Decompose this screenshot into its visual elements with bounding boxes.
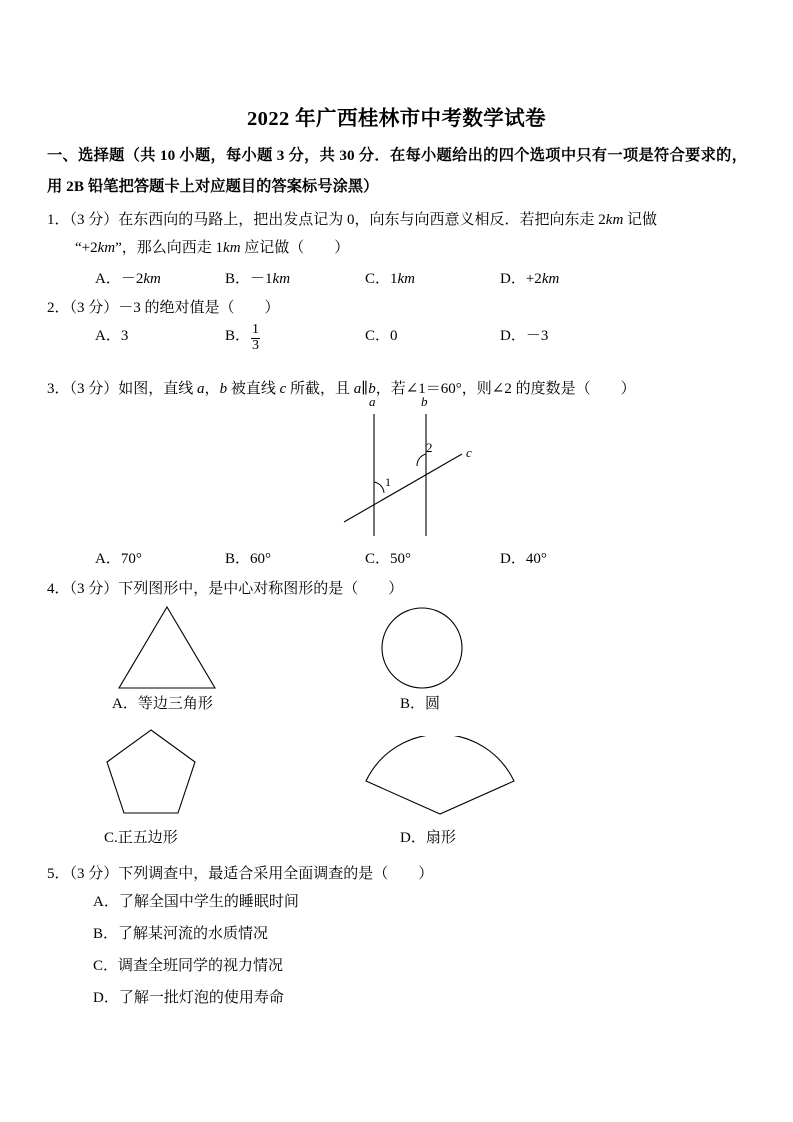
- question-3-option-c[interactable]: [365, 545, 411, 573]
- option-b-value: 了解某河流的水质情况: [118, 926, 269, 942]
- question-5-option-d[interactable]: [93, 984, 284, 1012]
- figure-label-b: b: [421, 394, 428, 409]
- option-c-value: 1: [390, 271, 398, 287]
- figure-label-angle-2: 2: [426, 440, 433, 455]
- question-5-option-b[interactable]: [93, 920, 268, 948]
- question-4-stem: [47, 575, 747, 603]
- option-a-value: 70°: [120, 551, 142, 567]
- question-3-figure: [330, 396, 510, 546]
- option-a-label: A．: [95, 271, 121, 287]
- question-4-stem-text: 下列图形中，是中心对称图形的是（ ）: [118, 581, 404, 597]
- option-c-value: 50°: [390, 551, 412, 567]
- option-a-label: A．: [93, 894, 119, 910]
- question-3-line-a: a: [197, 381, 205, 397]
- option-c-unit: km: [397, 271, 416, 287]
- option-d-label: D．: [93, 990, 119, 1006]
- question-3-line-b: b: [219, 381, 228, 397]
- option-b-value: －1: [250, 271, 273, 287]
- question-3-line-c: c: [279, 381, 287, 397]
- question-5-number: 5．: [47, 866, 70, 882]
- option-c-value: 调查全班同学的视力情况: [118, 958, 284, 974]
- option-b-unit: km: [272, 271, 291, 287]
- shape-option-b-label: B．圆: [400, 696, 441, 712]
- question-2-option-b[interactable]: [225, 322, 261, 352]
- question-2-option-a[interactable]: [95, 322, 128, 350]
- question-2-options: [47, 322, 747, 353]
- question-2-stem: [47, 294, 747, 322]
- line-c-stroke: [344, 454, 462, 522]
- figure-label-angle-1: 1: [385, 475, 391, 489]
- shape-option-a-label: A．等边三角形: [112, 696, 213, 712]
- question-1-stem-line1-tail: 记做: [623, 212, 658, 228]
- option-d-unit: km: [541, 271, 560, 287]
- option-b-label: B．: [225, 551, 251, 567]
- question-1-number: 1．: [47, 212, 70, 228]
- shape-option-c-figure: [100, 726, 202, 818]
- figure-label-c: c: [466, 445, 472, 460]
- question-2-option-d[interactable]: [500, 322, 548, 350]
- question-1-unit-km: km: [605, 212, 624, 228]
- question-5-stem: [47, 860, 747, 888]
- shape-option-b-figure: [376, 602, 472, 694]
- question-5-option-c[interactable]: [93, 952, 283, 980]
- question-3-option-d[interactable]: [500, 545, 547, 573]
- option-c-label: C．: [365, 328, 391, 344]
- option-d-value: +2: [525, 271, 542, 287]
- question-3-marks: （3 分）: [69, 381, 119, 397]
- figure-label-a: a: [369, 394, 376, 409]
- question-3-stem-mid2: 被直线: [227, 381, 280, 397]
- sector-icon: [366, 736, 514, 814]
- option-a-unit: km: [143, 271, 161, 287]
- question-1-option-b[interactable]: [225, 265, 290, 293]
- option-d-label: D．: [500, 271, 526, 287]
- option-a-value: －2: [120, 271, 144, 287]
- option-a-label: A．: [95, 328, 121, 344]
- option-b-label: B．: [225, 328, 251, 344]
- fraction-numerator: 1: [252, 322, 260, 338]
- question-1-option-d[interactable]: [500, 265, 559, 293]
- question-3-stem-mid3: 所截，且: [286, 381, 354, 397]
- question-2-marks: （3 分）: [69, 300, 119, 316]
- question-5-marks: （3 分）: [69, 866, 119, 882]
- option-a-value: 了解全国中学生的睡眠时间: [118, 894, 299, 910]
- question-3-parallel-expr: a∥b: [353, 381, 376, 397]
- option-c-value: 0: [390, 328, 398, 344]
- question-2-option-c[interactable]: [365, 322, 398, 350]
- section-intro: 一、选择题（共 10 小题，每小题 3 分，共 30 分．在每小题给出的四个选项中只有一项是符合要求的，用 2B 铅笔把答题卡上对应题目的答案标号涂黑）: [47, 147, 747, 195]
- option-d-label: D．: [500, 551, 526, 567]
- option-d-label: D．: [500, 328, 526, 344]
- question-2-number: 2．: [47, 300, 70, 316]
- question-3-option-a[interactable]: [95, 545, 142, 573]
- question-3-stem-mid1: ，: [204, 381, 220, 397]
- option-c-label: C．: [365, 551, 391, 567]
- shape-option-c-label: C.正五边形: [104, 830, 178, 846]
- fraction-denominator: 3: [252, 337, 260, 353]
- shape-option-d-label: D．扇形: [400, 830, 456, 846]
- option-a-label: A．: [95, 551, 121, 567]
- question-1-marks: （3 分）: [69, 212, 119, 228]
- question-3-stem-pre: 如图，直线: [118, 381, 198, 397]
- question-5-option-a[interactable]: [93, 888, 299, 916]
- question-1-line2-mid: ”，那么向西走 1: [115, 240, 224, 256]
- question-4-marks: （3 分）: [69, 581, 119, 597]
- question-1-line2-unit2: km: [223, 240, 241, 256]
- circle-icon: [382, 608, 462, 688]
- fraction-one-third: [250, 323, 261, 353]
- question-3-number: 3．: [47, 381, 70, 397]
- option-d-value: 了解一批灯泡的使用寿命: [118, 990, 284, 1006]
- regular-pentagon-icon: [107, 730, 195, 813]
- question-5-stem-text: 下列调查中，最适合采用全面调查的是（ ）: [118, 866, 434, 882]
- question-1-options: [47, 265, 747, 293]
- shape-option-d-figure: [360, 736, 524, 828]
- shape-option-a-figure: [112, 602, 222, 694]
- option-c-label: C．: [93, 958, 119, 974]
- question-1-stem: [47, 206, 747, 234]
- option-b-value: 60°: [250, 551, 272, 567]
- question-3-stem-mid4: ，若∠1＝60°，则∠2 的度数是（ ）: [375, 381, 636, 397]
- option-d-value: 40°: [525, 551, 547, 567]
- option-c-label: C．: [365, 271, 391, 287]
- option-b-label: B．: [93, 926, 119, 942]
- question-4-number: 4．: [47, 581, 70, 597]
- page-title: 2022 年广西桂林市中考数学试卷: [247, 108, 546, 130]
- question-1-line2-unit1: km: [97, 240, 116, 256]
- angle-1-arc: [374, 482, 384, 493]
- question-2-stem-text: －3 的绝对值是（ ）: [118, 300, 280, 316]
- equilateral-triangle-icon: [119, 607, 215, 688]
- question-1-line2-tail: 应记做（ ）: [240, 240, 350, 256]
- option-a-value: 3: [120, 328, 129, 344]
- question-3-options: [47, 545, 747, 573]
- question-1-option-a[interactable]: [95, 265, 161, 293]
- question-1-stem-line2: [75, 234, 745, 262]
- question-1-stem-line1: 在东西向的马路上，把出发点记为 0，向东与向西意义相反．若把向东走 2: [118, 212, 606, 228]
- question-1-option-c[interactable]: [365, 265, 415, 293]
- question-3-option-b[interactable]: [225, 545, 271, 573]
- question-1-line2-pre: “+2: [75, 240, 98, 256]
- option-d-value: －3: [525, 328, 549, 344]
- option-b-label: B．: [225, 271, 251, 287]
- angle-2-arc: [417, 454, 426, 466]
